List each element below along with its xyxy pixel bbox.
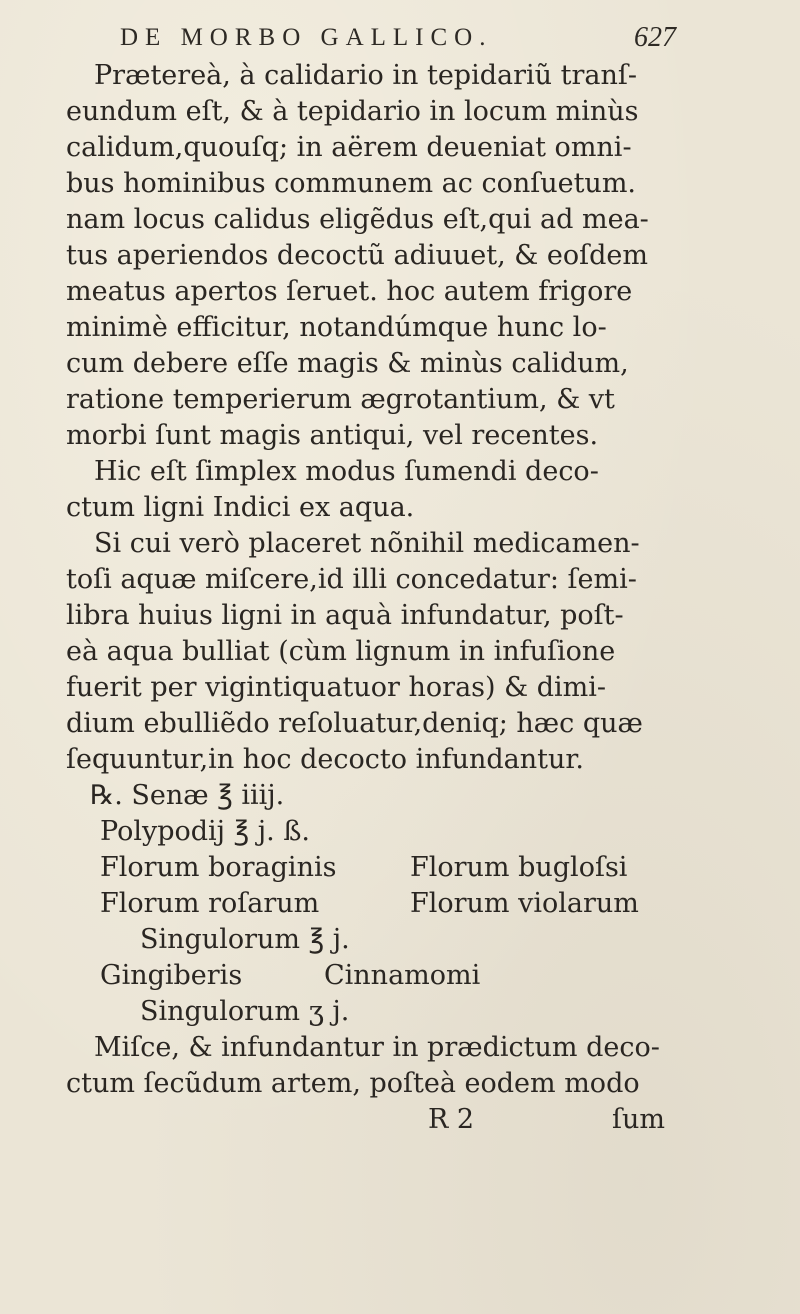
text-line: Si cui verò placeret nõnihil medicamen- — [94, 528, 640, 559]
text-line: morbi ſunt magis antiqui, vel recentes. — [66, 420, 599, 451]
signature-mark: R 2 — [428, 1104, 475, 1135]
text-line: nam locus calidus eligẽdus eſt,qui ad mea- — [66, 204, 649, 235]
text-line: Miſce, & infundantur in prӕdictum deco- — [94, 1032, 660, 1063]
text-line: ctum ſecũdum artem, poſteà eodem modo — [66, 1068, 640, 1099]
text-line: toſi aquӕ miſcere,id illi concedatur: ſemi- — [66, 564, 637, 595]
text-line: dium ebulliẽdo reſoluatur,deniq; hӕc quӕ — [66, 708, 643, 739]
page-header — [0, 14, 800, 62]
text-line: fuerit per vigintiquatuor horas) & dimi- — [66, 672, 607, 703]
text-line: Prӕtereà, à calidario in tepidariũ tranſ- — [94, 60, 637, 91]
text-line: tus aperiendos decoctũ adiuuet, & eoſdem — [66, 240, 649, 271]
running-head: DE MORBO GALLICO. — [120, 24, 493, 51]
text-line: ſequuntur,in hoc decocto infundantur. — [66, 744, 584, 775]
recipe-line: ℞. Senӕ ℥ iiij. — [90, 780, 285, 811]
text-line: Hic eſt ſimplex modus ſumendi deco- — [94, 456, 599, 487]
recipe-ingredient: Florum violarum — [410, 888, 639, 919]
recipe-ingredient: Gingiberis — [100, 960, 243, 991]
text-line: meatus apertos ſeruet. hoc autem frigore — [66, 276, 633, 307]
text-line: ratione temperierum ӕgrotantium, & vt — [66, 384, 615, 415]
recipe-ingredient: Cinnamomi — [324, 960, 481, 991]
text-line: ctum ligni Indici ex aqua. — [66, 492, 415, 523]
recipe-ingredient: Florum roſarum — [100, 888, 320, 919]
text-line: cum debere eſſe magis & minùs calidum, — [66, 348, 629, 379]
recipe-ingredient: Florum boraginis — [100, 852, 337, 883]
text-line: eundum eſt, & à tepidario in locum minùs — [66, 96, 639, 127]
recipe-line: Singulorum ℥ j. — [140, 924, 350, 955]
text-line: eà aqua bulliat (cùm lignum in infuſione — [66, 636, 616, 667]
text-line: libra huius ligni in aquà infundatur, poſt- — [66, 600, 624, 631]
catchword: ſum — [612, 1104, 665, 1135]
page-number: 627 — [634, 22, 676, 53]
recipe-line: Singulorum ʒ j. — [140, 996, 350, 1027]
recipe-line: Polypodij ℥ j. ß. — [100, 816, 310, 847]
text-line: bus hominibus communem ac conſuetum. — [66, 168, 637, 199]
recipe-ingredient: Florum bugloſsi — [410, 852, 628, 883]
text-line: minimè efficitur, notandúmque hunc lo- — [66, 312, 607, 343]
text-line: calidum,quouſq; in aërem deueniat omni- — [66, 132, 632, 163]
